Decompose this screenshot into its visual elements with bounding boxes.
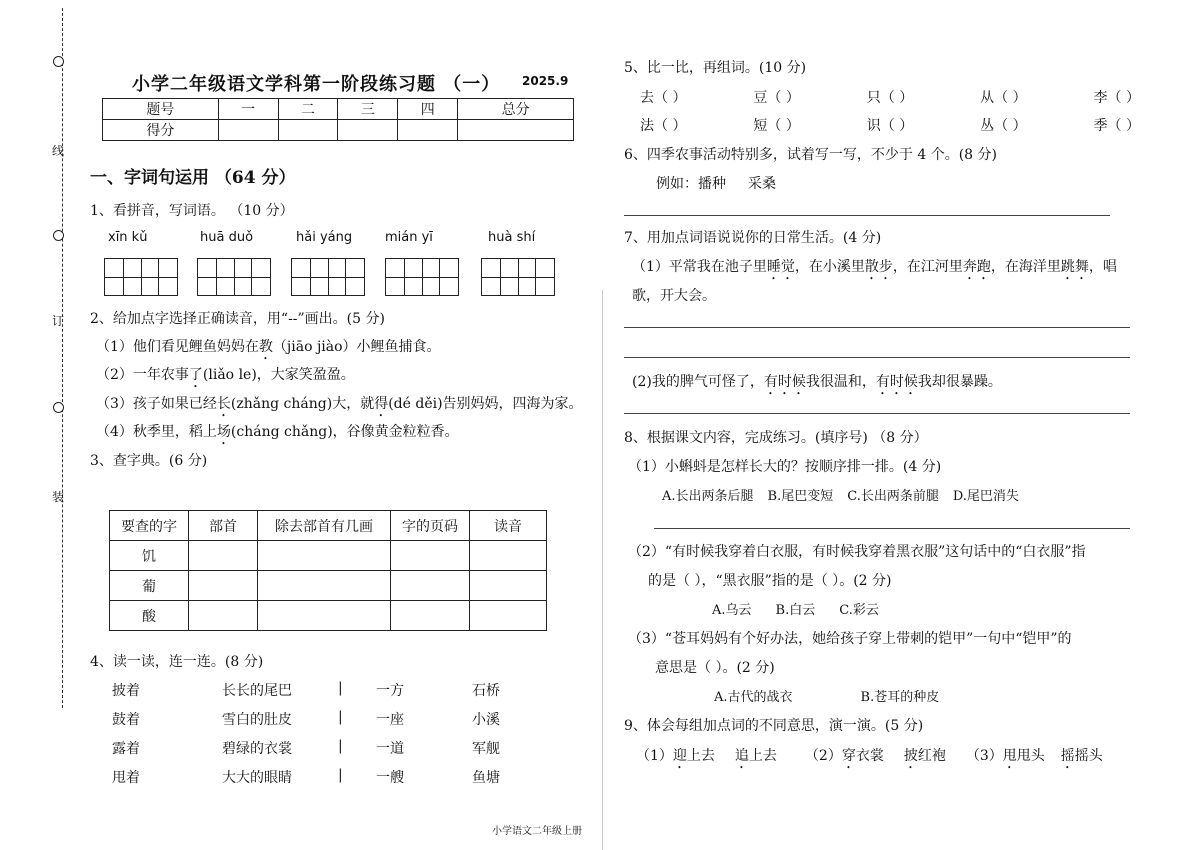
score-cell: 题号: [103, 99, 219, 120]
score-cell: 得分: [103, 120, 219, 141]
q8-part-1: （1）小蝌蚪是怎样长大的？按顺序排一排。(4 分): [628, 459, 942, 475]
match-item: 甩着: [112, 770, 140, 786]
option: B.苍耳的种皮: [860, 690, 940, 705]
match-item: 露着: [112, 741, 140, 757]
score-table: [102, 98, 574, 141]
score-cell: 二: [278, 99, 338, 120]
q4-verbs: [112, 680, 140, 796]
q2-line-1: （1）他们看见鲤鱼妈妈在教（jiāo jiào）小鲤鱼捕食。: [96, 339, 441, 355]
separator-bar: |: [338, 709, 343, 725]
dotted-char: 场: [216, 424, 231, 440]
match-item: 鱼塘: [472, 770, 500, 786]
q2-title: 2、给加点字选择正确读音，用“--”画出。(5 分): [90, 311, 385, 327]
separator-bar: |: [338, 738, 343, 754]
q1-title: 1、看拼音，写词语。 （10 分）: [90, 203, 294, 219]
q8-part-2-line-2: 的是（ ），“黑衣服”指的是（ ）。(2 分): [648, 573, 892, 589]
compare-item: 从（ ）: [980, 90, 1027, 106]
compare-item: 去（ ）: [640, 90, 687, 106]
dict-char: 葡: [110, 571, 189, 601]
option: A.古代的战衣: [714, 690, 793, 705]
score-input[interactable]: [278, 120, 338, 141]
dict-answer-cell[interactable]: [189, 571, 258, 601]
answer-line[interactable]: [624, 413, 1130, 414]
q5-row-2: [640, 115, 1140, 135]
score-cell: 一: [218, 99, 278, 120]
q5-title: 5、比一比，再组词。(10 分): [624, 60, 807, 76]
dict-answer-cell[interactable]: [258, 601, 391, 631]
score-value-row: [103, 120, 574, 141]
dict-answer-cell[interactable]: [391, 541, 470, 571]
dict-char: 饥: [110, 541, 189, 571]
option: B.尾巴变短: [767, 489, 834, 504]
q8-title: 8、根据课文内容，完成练习。(填序号) （8 分）: [624, 430, 928, 446]
q4-measures: [376, 680, 404, 796]
q8-part-1-options: [662, 485, 1019, 504]
q9-items: （1）迎上去 追上去 （2）穿衣裳 披红袍 （3）甩甩头 摇摇头: [636, 748, 1103, 764]
q8-part-3-line-1: （3）“苍耳妈妈有个好办法，她给孩子穿上带刺的铠甲”一句中“铠甲”的: [628, 631, 1072, 647]
q4-title: 4、读一读，连一连。(8 分): [90, 654, 264, 670]
compare-item: 丛（ ）: [980, 118, 1027, 134]
dict-answer-cell[interactable]: [391, 571, 470, 601]
writing-grid[interactable]: [481, 258, 555, 296]
match-item: 一方: [376, 683, 404, 699]
pinyin: mián yī: [385, 230, 433, 245]
score-cell: 总分: [458, 99, 574, 120]
dict-row: [110, 601, 547, 631]
score-header-row: [103, 99, 574, 120]
q3-title: 3、查字典。(6 分): [90, 453, 208, 469]
dict-answer-cell[interactable]: [391, 601, 470, 631]
q4-separators: [338, 680, 343, 796]
margin-label-order: 订: [52, 314, 65, 328]
dict-header-row: [110, 511, 547, 541]
q2-line-3: （3）孩子如果已经长(zhǎng cháng)大，就得(dé děi)告别妈妈，四海为家。: [96, 396, 583, 412]
compare-item: 季（ ）: [1093, 118, 1140, 134]
dotted-char: 教: [258, 339, 273, 355]
q7-sentence-1: （1）平常我在池子里睡觉，在小溪里散步，在江河里奔跑，在海洋里跳舞，唱: [632, 259, 1117, 275]
match-item: 一道: [376, 741, 404, 757]
option: A.长出两条后腿: [662, 489, 754, 504]
margin-label-line: 线: [52, 144, 65, 158]
compare-item: 只（ ）: [866, 90, 914, 106]
option: C.长出两条前腿: [847, 489, 939, 504]
page-title: 小学二年级语文学科第一阶段练习题 （一）: [132, 74, 501, 95]
q6-example: 例如：播种 采桑: [656, 176, 776, 192]
match-item: 碧绿的衣裳: [222, 741, 292, 757]
answer-line[interactable]: [624, 327, 1130, 328]
writing-grid[interactable]: [291, 258, 365, 296]
dict-answer-cell[interactable]: [470, 541, 547, 571]
compare-item: 李（ ）: [1093, 90, 1140, 106]
dict-answer-cell[interactable]: [470, 571, 547, 601]
fold-line: [602, 290, 603, 850]
dict-row: [110, 571, 547, 601]
dict-header: 字的页码: [391, 511, 470, 541]
page-footer: 小学语文二年级上册: [492, 826, 582, 837]
answer-line[interactable]: [624, 357, 1130, 358]
separator-bar: |: [338, 680, 343, 696]
dict-header: 部首: [189, 511, 258, 541]
dotted-char: 了: [188, 367, 203, 383]
option: B.白云: [775, 603, 816, 618]
match-item: 军舰: [472, 741, 500, 757]
score-input[interactable]: [218, 120, 278, 141]
match-item: 大大的眼睛: [222, 770, 292, 786]
answer-line[interactable]: [624, 215, 1110, 216]
dictionary-table: [109, 510, 547, 631]
match-item: 披着: [112, 683, 140, 699]
dict-header: 要查的字: [110, 511, 189, 541]
match-item: 雪白的肚皮: [222, 712, 292, 728]
pinyin: huà shí: [488, 230, 536, 245]
match-item: 一艘: [376, 770, 404, 786]
dict-char: 酸: [110, 601, 189, 631]
writing-grid[interactable]: [104, 258, 178, 296]
dotted-char: 得: [374, 396, 389, 412]
compare-item: 豆（ ）: [753, 90, 800, 106]
dict-answer-cell[interactable]: [189, 601, 258, 631]
score-input[interactable]: [458, 120, 574, 141]
writing-grid[interactable]: [385, 258, 459, 296]
q8-part-3-line-2: 意思是（ ）。(2 分): [655, 660, 775, 676]
compare-item: 识（ ）: [866, 118, 914, 134]
dict-row: [110, 541, 547, 571]
pinyin: huā duǒ: [200, 230, 254, 245]
q5-row-1: [640, 87, 1140, 107]
punch-hole-icon: [53, 402, 64, 413]
option: C.彩云: [839, 603, 879, 618]
match-item: 石桥: [472, 683, 500, 699]
punch-hole-icon: [53, 56, 64, 67]
match-item: 一座: [376, 712, 404, 728]
score-cell: 三: [338, 99, 398, 120]
punch-hole-icon: [53, 230, 64, 241]
q4-objects: [222, 680, 292, 796]
writing-grid[interactable]: [197, 258, 271, 296]
q8-part-2-options: [712, 599, 879, 618]
q7-sentence-1-cont: 歌，开大会。: [632, 288, 716, 304]
dict-answer-cell[interactable]: [258, 571, 391, 601]
answer-line[interactable]: [654, 528, 1130, 529]
dict-header: 读音: [470, 511, 547, 541]
pinyin: hǎi yáng: [296, 230, 353, 245]
q7-title: 7、用加点词语说说你的日常生活。(4 分): [624, 230, 882, 246]
q7-sentence-2: (2)我的脾气可怪了，有时候我很温和，有时候我却很暴躁。: [632, 374, 1002, 390]
pinyin: xīn kǔ: [108, 230, 148, 245]
separator-bar: |: [338, 767, 343, 783]
q8-part-3-options: [714, 686, 939, 705]
year-label: 2025.9: [522, 74, 569, 88]
option: A.乌云: [712, 603, 752, 618]
match-item: 长长的尾巴: [222, 683, 292, 699]
q6-title: 6、四季农事活动特别多，试着写一写，不少于 4 个。(8 分): [624, 147, 997, 163]
section-title: 一、字词句运用 （64 分）: [90, 168, 296, 188]
q8-part-2-line-1: （2）“有时候我穿着白衣服，有时候我穿着黑衣服”这句话中的“白衣服”指: [628, 544, 1086, 560]
compare-item: 短（ ）: [753, 118, 800, 134]
score-input[interactable]: [338, 120, 398, 141]
match-item: 鼓着: [112, 712, 140, 728]
match-item: 小溪: [472, 712, 500, 728]
score-input[interactable]: [398, 120, 458, 141]
q9-title: 9、体会每组加点词的不同意思，演一演。(5 分): [624, 718, 924, 734]
dict-answer-cell[interactable]: [470, 601, 547, 631]
option: D.尾巴消失: [952, 489, 1019, 504]
q2-line-4: （4）秋季里，稻上场(cháng chǎng)，谷像黄金粒粒香。: [96, 424, 459, 440]
q4-nouns: [472, 680, 500, 796]
dotted-char: 长: [216, 396, 231, 412]
compare-item: 法（ ）: [640, 118, 687, 134]
dict-answer-cell[interactable]: [258, 541, 391, 571]
dict-answer-cell[interactable]: [189, 541, 258, 571]
margin-label-bind: 装: [52, 490, 65, 504]
dict-header: 除去部首有几画: [258, 511, 391, 541]
score-cell: 四: [398, 99, 458, 120]
q2-line-2: （2）一年农事了(liǎo le)，大家笑盈盈。: [96, 367, 355, 383]
